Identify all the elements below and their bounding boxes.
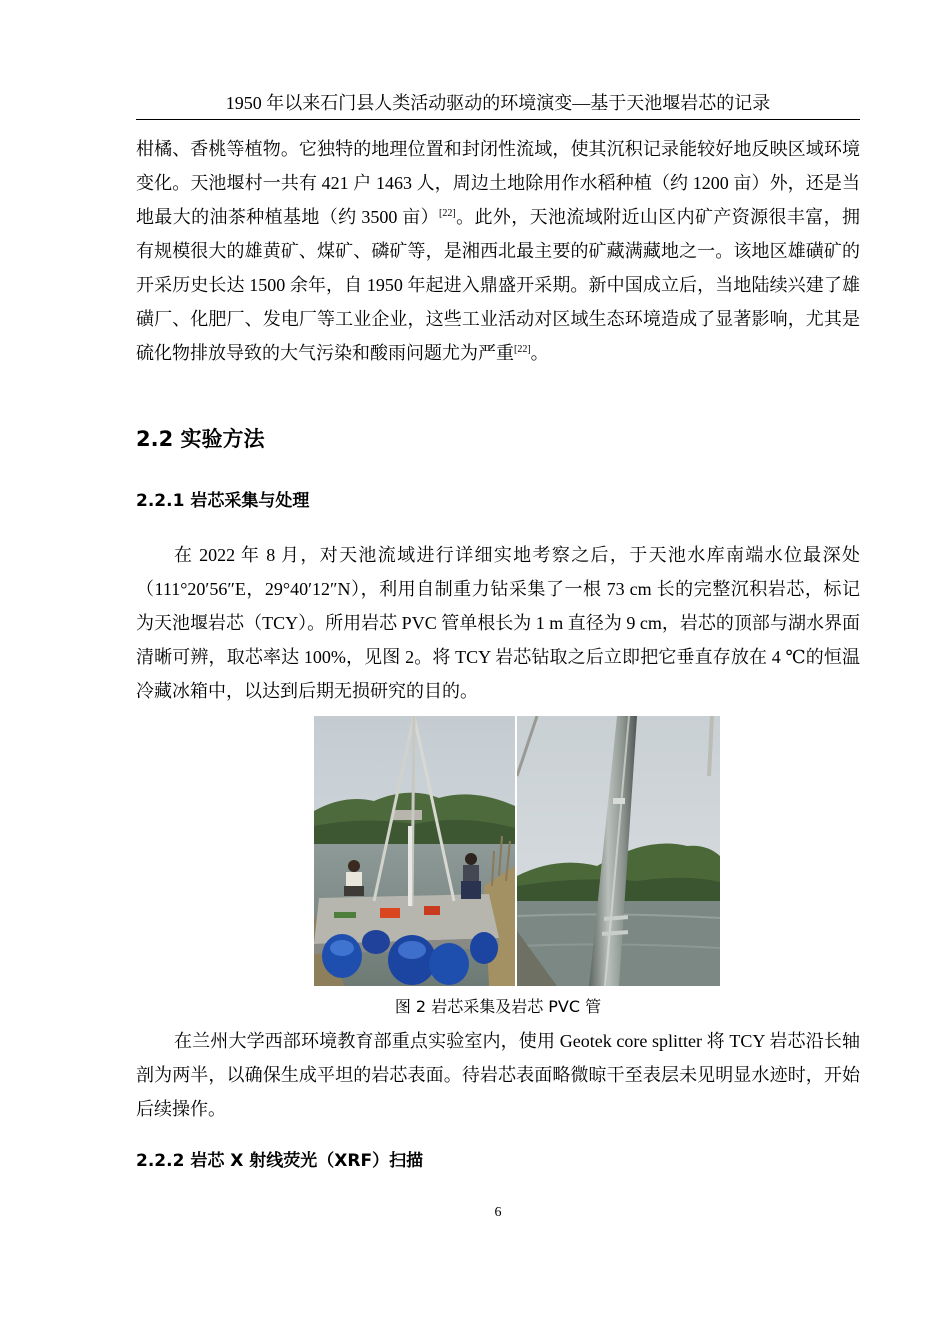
subsection-heading: 2.2.1 岩芯采集与处理 [136,491,310,511]
page-number: 6 [494,1205,502,1220]
running-header: 1950 年以来石门县人类活动驱动的环境演变—基于天池堰岩芯的记录 [225,93,771,113]
citation: [22] [514,344,531,355]
paragraph-text: 柑橘、香桃等植物。它独特的地理位置和封闭性流域，使其沉积记录能较好地反映区域环境变化。天池堰村一共有 421 户 1463 人，周边土地除用作水稻种植（约 1200 亩）外，还是当地最大的油茶种植基地（约 3500 亩） [136,139,860,227]
paragraph-text: 。此外，天池流域附近山区内矿产资源很丰富，拥有规模很大的雄黄矿、煤矿、磷矿等，是湘西北最主要的矿藏满藏地之一。该地区雄磺矿的开采历史长达 1500 余年，自 1950 年起进入鼎盛开采期。新中国成立后，当地陆续兴建了雄磺厂、化肥厂、发电厂等工业企业，这些工业活动对区域生态环境造成了显著影响，尤其是硫化物排放导致的大气污染和酸雨问题尤为严重 [136,207,860,363]
subsection-heading: 2.2.2 岩芯 X 射线荧光（XRF）扫描 [136,1151,424,1171]
pvc-core-tube-photo [517,716,720,986]
paragraph-core-splitting: 在兰州大学西部环境教育部重点实验室内，使用 Geotek core splitter 将 TCY 岩芯沿长轴剖为两半，以确保生成平坦的岩芯表面。待岩芯表面略微晾干至表层未见明显水迹时，开始后续操作。 [136,1031,860,1119]
figure-caption: 图 2 岩芯采集及岩芯 PVC 管 [394,997,602,1016]
coring-raft-photo [314,716,515,986]
paragraph-core-sampling: 在 2022 年 8 月，对天池流域进行详细实地考察之后，于天池水库南端水位最深处（111°20′56″E，29°40′12″N），利用自制重力钻采集了一根 73 cm 长的完整沉积岩芯，标记为天池堰岩芯（TCY）。所用岩芯 PVC 管单根长为 1 m 直径为 9 cm，岩芯的顶部与湖水界面清晰可辨，取芯率达 100%，见图 2。将 TCY 岩芯钻取之后立即把它垂直存放在 4 ℃的恒温冷藏冰箱中，以达到后期无损研究的目的。 [136,545,860,701]
header-rule [136,119,860,120]
section-heading: 2.2 实验方法 [136,427,265,451]
citation: [22] [439,208,456,219]
figure-2 [314,716,720,986]
paragraph-region-setting [136,132,860,370]
paragraph-text: 。 [530,343,549,363]
